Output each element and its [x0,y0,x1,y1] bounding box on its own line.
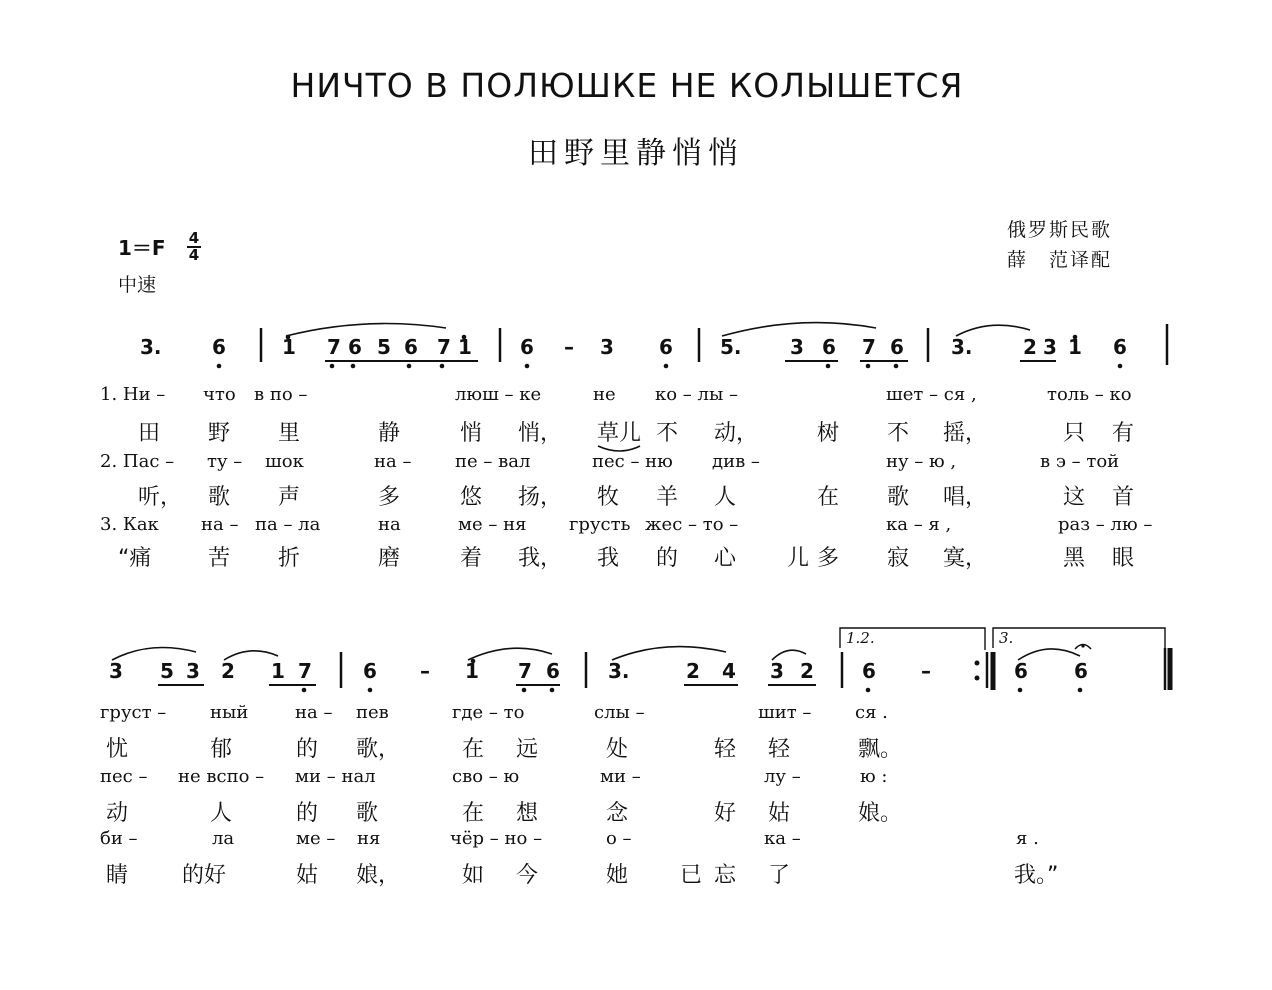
lyric-syllable: ми – нал [295,766,376,787]
note: 3 [1043,335,1057,359]
note: 1 [1068,335,1082,359]
lyric-syllable: 动 [106,801,129,826]
note: 6 [520,335,534,359]
lyric-syllable: не вспо – [178,766,265,787]
lyric-syllable: ту – [207,451,243,472]
volta-first-ending: 1.2. [846,629,875,647]
lyric-syllable: 人 [210,801,233,826]
time-numerator: 4 [188,229,200,247]
lyric-syllable: 悠 [460,485,483,510]
lyric-syllable: ла [212,828,235,849]
lyric-syllable: шок [265,451,304,472]
lyric-syllable: о – [606,828,632,849]
lyric-syllable: раз – лю – [1058,514,1153,535]
title-russian: НИЧТО В ПОЛЮШКЕ НЕ КОЛЫШЕТСЯ [290,66,964,105]
note: 5. [720,335,742,359]
lyric-syllable: ся . [855,702,888,723]
lyric-syllable: толь – ко [1047,384,1132,405]
lyric-syllable: 的 [656,546,679,571]
lyric-syllable: ме – [296,828,336,849]
note: 7 [327,335,341,359]
lyric-syllable: 这 [1063,485,1086,510]
tempo-marking: 中速 [118,274,157,296]
lyric-syllable: 寞， [943,546,988,571]
note: 5 [377,335,391,359]
note: 2 [221,659,235,683]
lyric-syllable: “痛 [118,546,152,571]
lyric-syllable: 她 [606,863,629,888]
lyric-syllable: ка – [764,828,801,849]
translator-credit: 薛 范译配 [1007,249,1113,271]
lyric-syllable: жес – то – [645,514,739,535]
lyric-syllable: 娘。 [858,801,903,826]
lyric-syllable: 歌 [208,485,231,510]
lyric-syllable: 1. Ни – [100,384,166,405]
note: 6 [1014,659,1028,683]
lyric-syllable: 树 [817,421,840,446]
note: 3. [140,335,162,359]
note: 3 [770,659,784,683]
lyric-syllable: грусть [569,514,631,535]
lyric-syllable: 3. Как [100,514,159,535]
lyric-syllable: шет – ся , [886,384,977,405]
lyric-syllable: 只 [1063,421,1086,446]
lyric-syllable: груст – [100,702,167,723]
lyric-syllable: 牧 [597,485,620,510]
lyric-syllable: что [203,384,236,405]
note: 6 [363,659,377,683]
lyric-syllable: слы – [594,702,645,723]
lyric-syllable: сво – ю [452,766,520,787]
origin-credit: 俄罗斯民歌 [1007,219,1113,241]
lyric-syllable: 轻 [768,737,791,762]
note: 3 [186,659,200,683]
note: 3 [600,335,614,359]
lyric-syllable: 已 [680,863,703,888]
lyric-syllable: 多 [378,485,401,510]
lyric-syllable: би – [100,828,138,849]
note: 6 [659,335,673,359]
lyric-syllable: 忘 [714,863,737,888]
lyric-syllable: ну – ю , [886,451,957,472]
lyric-syllable: 野 [208,421,231,446]
lyric-syllable: 苦 [208,546,231,571]
lyric-syllable: 唱， [943,485,988,510]
note: 1 [271,659,285,683]
note: 6 [212,335,226,359]
lyric-syllable: 心 [714,546,737,571]
lyric-syllable: 处 [606,737,629,762]
note: – [921,659,931,683]
lyric-syllable: ю : [860,766,888,787]
lyric-syllable: 好 [714,801,737,826]
lyric-syllable: 着 [460,546,483,571]
note: 6 [1074,659,1088,683]
lyric-syllable: 黑 [1063,546,1086,571]
lyric-syllable: 寂 [887,546,910,571]
note: 6 [404,335,418,359]
lyric-syllable: 磨 [378,546,401,571]
lyric-syllable: в э – той [1040,451,1120,472]
note: 3 [109,659,123,683]
note: 6 [862,659,876,683]
lyric-syllable: чёр – но – [450,828,543,849]
lyric-syllable: 我 [597,546,620,571]
lyric-syllable: 的好 [182,863,227,888]
lyric-syllable: 田 [138,421,161,446]
note: 6 [890,335,904,359]
lyric-syllable: пес – ню [592,451,673,472]
title-chinese: 田野里静悄悄 [528,136,744,171]
lyric-syllable: я . [1016,828,1039,849]
lyric-syllable: 睛 [106,863,129,888]
lyric-syllable: див – [712,451,760,472]
lyric-syllable: 轻 [714,737,737,762]
lyric-syllable: 歌， [356,737,401,762]
lyric-syllable: 静 [378,421,401,446]
lyric-syllable: 的 [296,737,319,762]
lyric-syllable: 扬， [518,485,563,510]
lyric-syllable: 远 [516,737,539,762]
lyric-syllable: на [378,514,401,535]
note: 6 [546,659,560,683]
note: 1 [465,659,479,683]
lyric-syllable: ка – я , [886,514,952,535]
lyric-syllable: 在 [462,737,485,762]
lyric-syllable: 歌 [356,801,379,826]
lyric-syllable: 的 [296,801,319,826]
note: 7 [862,335,876,359]
lyric-syllable: где – то [452,702,525,723]
lyric-syllable: 听， [138,485,183,510]
note: 3 [790,335,804,359]
lyric-syllable: ко – лы – [655,384,739,405]
lyric-syllable: 忧 [106,737,129,762]
note: 3. [951,335,973,359]
lyric-syllable: 我。” [1014,863,1059,888]
note: 2 [1023,335,1037,359]
lyric-syllable: 悄 [460,421,483,446]
volta-third-ending: 3. [999,629,1014,647]
note: 1 [282,335,296,359]
lyric-syllable: 了 [768,863,791,888]
lyric-syllable: 摇， [943,421,988,446]
lyric-syllable: 在 [817,485,840,510]
lyric-syllable: 念 [606,801,629,826]
key-signature: 1＝F [118,236,166,260]
lyric-syllable: ня [357,828,381,849]
note: – [564,335,574,359]
note: 6 [1113,335,1127,359]
lyric-syllable: па – ла [255,514,321,535]
lyric-syllable: 首 [1112,485,1135,510]
note: 4 [722,659,736,683]
lyric-syllable: 里 [278,421,301,446]
lyric-syllable: ный [210,702,249,723]
lyric-syllable: 多 [817,546,840,571]
lyric-syllable: 人 [714,485,737,510]
note: 6 [822,335,836,359]
lyric-syllable: 2. Пас – [100,451,175,472]
lyric-syllable: 今 [516,863,539,888]
note: – [420,659,430,683]
lyric-syllable: на – [374,451,412,472]
note: 2 [686,659,700,683]
note: 3. [608,659,630,683]
lyric-syllable: 不 [656,421,679,446]
lyric-syllable: 有 [1112,421,1135,446]
lyric-syllable: пес – [100,766,148,787]
lyric-syllable: 声 [278,485,301,510]
lyric-syllable: 姑 [296,863,319,888]
lyric-syllable: пе – вал [455,451,531,472]
lyric-syllable: шит – [758,702,812,723]
lyric-syllable: 歌 [887,485,910,510]
lyric-syllable: 姑 [768,801,791,826]
lyric-syllable: 飘。 [858,737,903,762]
lyric-syllable: 在 [462,801,485,826]
lyric-syllable: 草儿 [597,421,642,446]
note: 1 [458,335,472,359]
lyric-syllable: ме – ня [458,514,527,535]
lyric-syllable: 不 [887,421,910,446]
lyric-syllable: 悄， [518,421,563,446]
note: 5 [160,659,174,683]
lyric-syllable: 我， [518,546,563,571]
lyric-syllable: в по – [254,384,308,405]
note: 7 [298,659,312,683]
lyric-syllable: люш – ке [455,384,542,405]
note: 7 [518,659,532,683]
lyric-syllable: 儿 [787,546,810,571]
note: 2 [800,659,814,683]
lyric-syllable: 郁 [210,737,233,762]
lyric-syllable: пев [356,702,389,723]
lyric-syllable: 羊 [656,485,679,510]
lyric-syllable: на – [295,702,333,723]
lyric-syllable: 动， [714,421,759,446]
lyric-syllable: не [593,384,616,405]
lyric-syllable: ми – [600,766,641,787]
lyric-syllable: 折 [278,546,301,571]
lyric-syllable: 眼 [1112,546,1135,571]
time-denominator: 4 [188,246,200,264]
note: 6 [348,335,362,359]
lyric-syllable: лу – [764,766,801,787]
lyric-syllable: 想 [516,801,539,826]
lyric-syllable: 娘， [356,863,401,888]
lyric-syllable: на – [201,514,239,535]
note: 7 [437,335,451,359]
lyric-syllable: 如 [462,863,485,888]
